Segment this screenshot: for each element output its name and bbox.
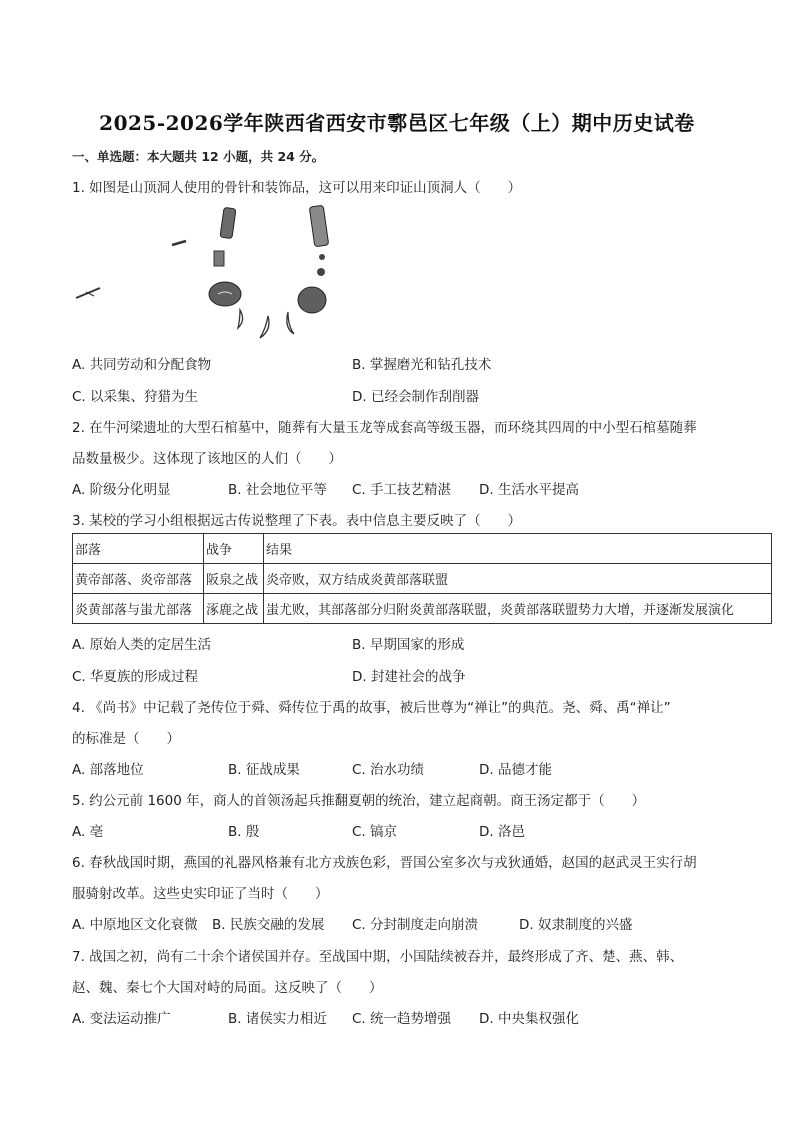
table-header-cell: 战争	[204, 534, 264, 564]
table-cell: 涿鹿之战	[204, 594, 264, 624]
question-7-option-b[interactable]: B. 诸侯实力相近	[228, 1011, 327, 1027]
question-4-option-a[interactable]: A. 部落地位	[72, 762, 144, 778]
question-1-option-b[interactable]: B. 掌握磨光和钻孔技术	[352, 357, 492, 373]
question-2-stem-line-1: 2. 在牛河梁遗址的大型石棺墓中，随葬有大量玉龙等成套高等级玉器，而环绕其四周的中小型石棺墓随葬	[72, 420, 697, 436]
question-5-option-a[interactable]: A. 亳	[72, 824, 104, 840]
table-cell: 蚩尤败，其部落部分归附炎黄部落联盟，炎黄部落联盟势力大增，并逐渐发展演化	[264, 594, 772, 624]
question-7-option-d[interactable]: D. 中央集权强化	[479, 1011, 579, 1027]
question-2-option-d[interactable]: D. 生活水平提高	[479, 482, 579, 498]
section-heading: 一、单选题：本大题共 12 小题，共 24 分。	[72, 149, 325, 164]
question-3-option-d[interactable]: D. 封建社会的战争	[352, 669, 466, 685]
question-1-option-c[interactable]: C. 以采集、狩猎为生	[72, 389, 199, 405]
question-7-option-a[interactable]: A. 变法运动推广	[72, 1011, 171, 1027]
table-header-cell: 部落	[73, 534, 204, 564]
page-title: 2025-2026学年陕西省西安市鄠邑区七年级（上）期中历史试卷	[99, 111, 695, 135]
question-3-option-a[interactable]: A. 原始人类的定居生活	[72, 637, 212, 653]
question-6-option-b[interactable]: B. 民族交融的发展	[212, 917, 325, 933]
question-2-option-b[interactable]: B. 社会地位平等	[228, 482, 327, 498]
animal-tooth-icon	[238, 310, 294, 338]
pendant-tube-left-icon	[214, 207, 236, 266]
table-cell: 炎黄部落与蚩尤部落	[73, 594, 204, 624]
question-7-option-c[interactable]: C. 统一趋势增强	[352, 1011, 452, 1027]
table-header-cell: 结果	[264, 534, 772, 564]
question-3-stem: 3. 某校的学习小组根据远古传说整理了下表。表中信息主要反映了（ ）	[72, 513, 522, 529]
question-6-stem-line-2: 服骑射改革。这些史实印证了当时（ ）	[72, 886, 329, 902]
question-7-stem-line-2: 赵、魏、秦七个大国对峙的局面。这反映了（ ）	[72, 980, 383, 996]
question-2-option-a[interactable]: A. 阶级分化明显	[72, 482, 171, 498]
question-1-option-a[interactable]: A. 共同劳动和分配食物	[72, 357, 212, 373]
question-4-stem-line-1: 4. 《尚书》中记载了尧传位于舜、舜传位于禹的故事，被后世尊为“禅让”的典范。尧、舜、禹“禅让”	[72, 700, 671, 716]
question-1-option-d[interactable]: D. 已经会制作刮削器	[352, 389, 479, 405]
pendant-tube-right-icon	[309, 205, 328, 276]
artifact-figure	[72, 198, 352, 343]
stone-bead-left-icon	[209, 282, 241, 306]
table-row	[73, 564, 772, 594]
question-2-stem-line-2: 品数量极少。这体现了该地区的人们（ ）	[72, 451, 342, 467]
question-6-option-a[interactable]: A. 中原地区文化衰微	[72, 917, 198, 933]
question-3-option-b[interactable]: B. 早期国家的形成	[352, 637, 465, 653]
question-3-option-c[interactable]: C. 华夏族的形成过程	[72, 669, 199, 685]
question-4-option-c[interactable]: C. 治水功绩	[352, 762, 425, 778]
table-cell: 黄帝部落、炎帝部落	[73, 564, 204, 594]
question-5-stem: 5. 约公元前 1600 年，商人的首领汤起兵推翻夏朝的统治，建立起商朝。商王汤定都于（ ）	[72, 793, 646, 809]
question-7-stem-line-1: 7. 战国之初，尚有二十余个诸侯国并存。至战国中期，小国陆续被吞并，最终形成了齐、楚、燕、韩、	[72, 949, 684, 965]
question-6-option-d[interactable]: D. 奴隶制度的兴盛	[519, 917, 633, 933]
table-cell: 炎帝败，双方结成炎黄部落联盟	[264, 564, 772, 594]
question-4-stem-line-2: 的标准是（ ）	[72, 731, 180, 747]
bone-needle-small-icon	[172, 241, 186, 245]
question-1-stem: 1. 如图是山顶洞人使用的骨针和装饰品，这可以用来印证山顶洞人（ ）	[72, 180, 522, 196]
question-6-option-c[interactable]: C. 分封制度走向崩溃	[352, 917, 479, 933]
question-6-stem-line-1: 6. 春秋战国时期，燕国的礼器风格兼有北方戎族色彩，晋国公室多次与戎狄通婚，赵国的赵武灵王实行胡	[72, 855, 697, 871]
question-5-option-b[interactable]: B. 殷	[228, 824, 260, 840]
tribe-war-table	[72, 533, 772, 624]
table-row	[73, 594, 772, 624]
bone-needle-icon	[76, 288, 100, 298]
table-header-row	[73, 534, 772, 564]
table-cell: 阪泉之战	[204, 564, 264, 594]
question-2-option-c[interactable]: C. 手工技艺精湛	[352, 482, 452, 498]
stone-bead-right-icon	[298, 287, 326, 313]
question-4-option-d[interactable]: D. 品德才能	[479, 762, 552, 778]
question-4-option-b[interactable]: B. 征战成果	[228, 762, 300, 778]
question-5-option-c[interactable]: C. 镐京	[352, 824, 398, 840]
question-5-option-d[interactable]: D. 洛邑	[479, 824, 525, 840]
